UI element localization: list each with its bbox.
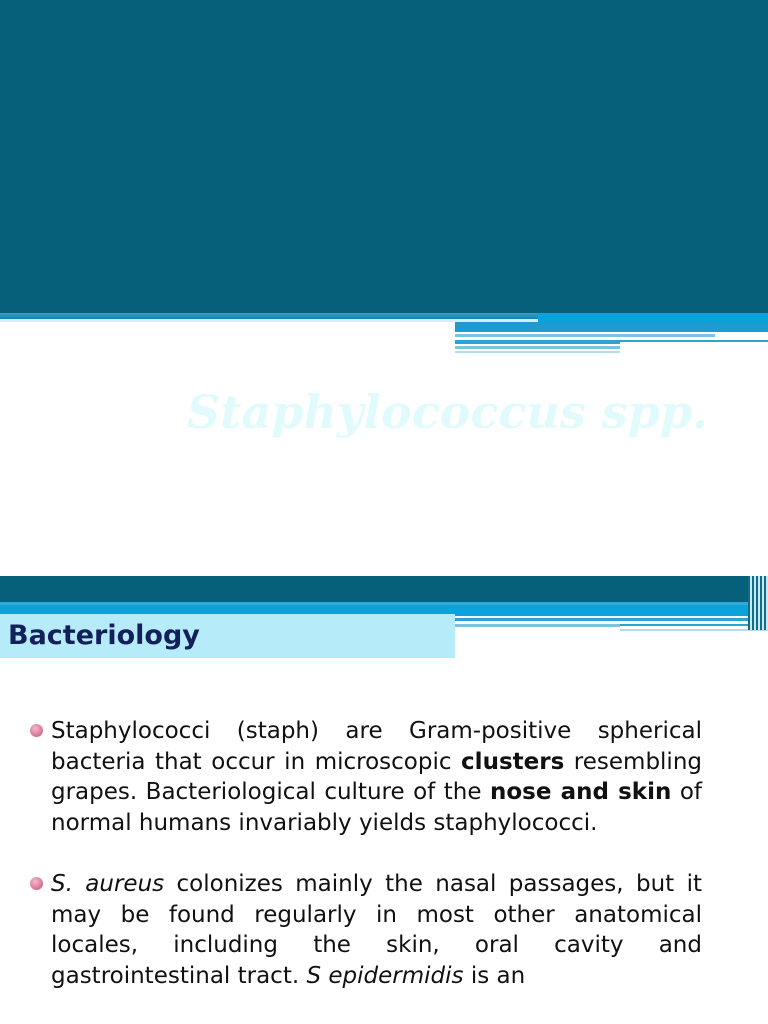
bullet-icon [30, 724, 43, 737]
decorative-line [455, 351, 620, 353]
header-accent-bar [455, 322, 768, 332]
bullet-list [28, 716, 702, 1022]
bullet-text: Staphylococci (staph) are Gram-positive spherical bacteria that occur in microscopic clusters resembling grapes. Bacteriological culture of the nose and skin of normal humans invariably yields staphylococci. [51, 718, 703, 837]
decorative-line [455, 334, 715, 337]
bullet-icon [30, 877, 43, 890]
header-shadow [0, 602, 768, 605]
bullet-text: S. aureus colonizes mainly the nasal passages, but it may be found regularly in most other anatomical locales, including the skin, oral cavity and gastrointestinal tract. S epidermidis is an [51, 870, 702, 989]
decorative-line [455, 618, 768, 621]
title-slide-header [0, 0, 768, 313]
section-title: Bacteriology [8, 620, 200, 651]
decorative-stripes [748, 576, 768, 630]
slide-title: Staphylococcus spp. [186, 385, 708, 439]
decorative-line [455, 624, 620, 627]
list-item [28, 716, 702, 839]
decorative-line [620, 629, 768, 631]
decorative-line [620, 624, 768, 626]
content-slide-header [0, 576, 768, 602]
decorative-line [620, 342, 768, 344]
list-item [28, 869, 702, 992]
decorative-line [455, 346, 620, 349]
